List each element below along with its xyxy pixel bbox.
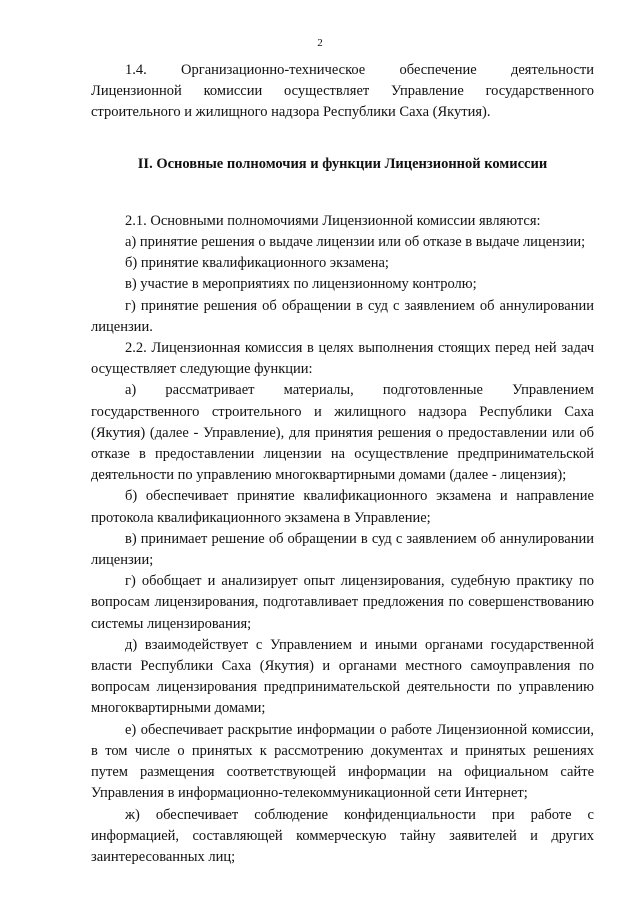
paragraph-2-2-intro: 2.2. Лицензионная комиссия в целях выполнения стоящих перед ней задач осуществляет следующие функции: [91,340,594,378]
section-heading: II. Основные полномочия и функции Лицензионной комиссии [137,155,548,172]
page-number: 2 [317,37,323,49]
document-body [91,60,594,868]
paragraph-2-2-item-zh: ж) обеспечивает соблюдение конфиденциальности при работе с информацией, составляющей коммерческую тайну заявителей и других заинтересованных лиц; [91,806,594,865]
paragraph-1-4: 1.4. Организационно-техническое обеспечение деятельности Лицензионной комиссии осуществляет Управление государственного строительного и жилищного надзора Республики Саха (Якутия). [91,62,594,121]
paragraph-2-2-item-a: а) рассматривает материалы, подготовленные Управлением государственного строительного и жилищного надзора Республики Саха (Якутия) (далее - Управление), для принятия решения о предоставлении или об отказе в предоставлении лицензии на осуществление предпринимательской деятельности по управлению многоквартирными домами (далее - лицензия); [91,382,594,484]
paragraph-2-2-item-v: в) принимает решение об обращении в суд с заявлением об аннулировании лицензии; [91,530,594,569]
paragraph-2-2-item-g: г) обобщает и анализирует опыт лицензирования, судебную практику по вопросам лицензирования, подготавливает предложения по совершенствованию системы лицензирования; [91,573,594,632]
paragraph-2-1-intro: 2.1. Основными полномочиями Лицензионной комиссии являются: [125,212,541,229]
paragraph-2-1-item-g: г) принятие решения об обращении в суд с заявлением об аннулировании лицензии. [91,297,594,335]
paragraph-2-1-item-b: б) принятие квалификационного экзамена; [125,255,389,272]
paragraph-2-2-item-b: б) обеспечивает принятие квалификационного экзамена и направление протокола квалификационного экзамена в Управление; [91,488,594,526]
paragraph-2-1-item-v: в) участие в мероприятиях по лицензионному контролю; [125,276,477,293]
paragraph-2-1-item-a: а) принятие решения о выдаче лицензии или об отказе в выдаче лицензии; [125,234,586,251]
paragraph-2-2-item-e: е) обеспечивает раскрытие информации о работе Лицензионной комиссии, в том числе о принятых к рассмотрению документах и принятых решениях путем размещения соответствующей информации на официальном сайте Управления в информационно-телекоммуникационной сети Интернет; [91,721,594,802]
paragraph-2-2-item-d: д) взаимодействует с Управлением и иными органами государственной власти Республики Саха (Якутия) и органами местного самоуправления по вопросам лицензирования предпринимательской деятельности по управлению многоквартирными домами; [91,636,594,717]
